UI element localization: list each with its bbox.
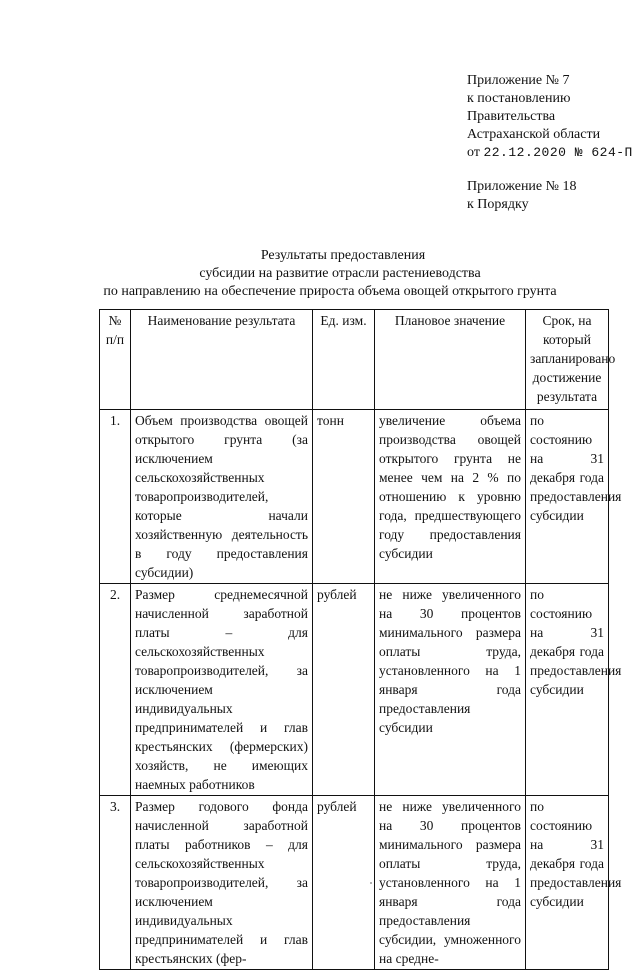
scan-speck	[370, 882, 372, 884]
title-line-2: субсидии на развитие отрасли растениеводства	[199, 266, 481, 281]
attachment-number: Приложение № 7	[467, 73, 570, 88]
row-deadline: по состоянию на 31 декабря года предоставления субсидии	[526, 584, 609, 796]
header-unit: Ед. изм.	[313, 310, 375, 410]
row-name: Размер годового фонда начисленной заработной платы работников – для сельскохозяйственных товаропроизводителей, за исключением индивидуальных предпринимателей и глав крестьянских (фер-	[131, 796, 313, 970]
header-num: № п/п	[100, 310, 131, 410]
row-name: Объем производства овощей открытого грунта (за исключением сельскохозяйственных товаропроизводителей, которые начали хозяйственную деятельность в году предоставления субсидии)	[131, 410, 313, 584]
attachment-block	[467, 72, 633, 214]
attachment-date-prefix: от	[467, 145, 480, 160]
row-deadline: по состоянию на 31 декабря года предоставления субсидии	[526, 410, 609, 584]
table-row	[100, 584, 609, 796]
attachment-region: Астраханской области	[467, 127, 601, 142]
results-table	[99, 309, 622, 970]
appendix-to-order: к Порядку	[467, 197, 529, 212]
table-header-row	[100, 310, 609, 410]
row-plan: не ниже увеличенного на 30 процентов минимального размера оплаты труда, установленного на 1 января года предоставления субсидии, умноженного на средне-	[375, 796, 526, 970]
attachment-date-stamp: 22.12.2020 № 624-П	[483, 145, 633, 160]
row-plan: не ниже увеличенного на 30 процентов минимального размера оплаты труда, установленного на 1 января года предоставления субсидии	[375, 584, 526, 796]
row-unit: рублей	[313, 796, 375, 970]
document-title	[20, 247, 640, 301]
table-row	[100, 796, 609, 970]
row-plan: увеличение объема производства овощей открытого грунта не менее чем на 2 % по отношению к уровню года, предшествующего году предоставления субсидии	[375, 410, 526, 584]
appendix-number: Приложение № 18	[467, 179, 577, 194]
attachment-to-resolution: к постановлению	[467, 91, 571, 106]
row-unit: тонн	[313, 410, 375, 584]
title-line-1: Результаты предоставления	[260, 248, 426, 263]
row-unit: рублей	[313, 584, 375, 796]
header-name: Наименование результата	[131, 310, 313, 410]
table-row	[100, 410, 609, 584]
title-line-3: по направлению на обеспечение прироста объема овощей открытого грунта	[103, 284, 557, 299]
attachment-government: Правительства	[467, 109, 556, 124]
row-num: 2.	[100, 584, 131, 796]
row-name: Размер среднемесячной начисленной заработной платы – для сельскохозяйственных товаропроизводителей, за исключением индивидуальных предпринимателей и глав крестьянских (фермерских) хозяйств, не имеющих наемных работников	[131, 584, 313, 796]
attachment-date-line	[467, 144, 633, 162]
header-plan: Плановое значение	[375, 310, 526, 410]
row-deadline: по состоянию на 31 декабря года предоставления субсидии	[526, 796, 609, 970]
row-num: 3.	[100, 796, 131, 970]
header-deadline: Срок, на который запланировано достижение результата	[526, 310, 609, 410]
row-num: 1.	[100, 410, 131, 584]
